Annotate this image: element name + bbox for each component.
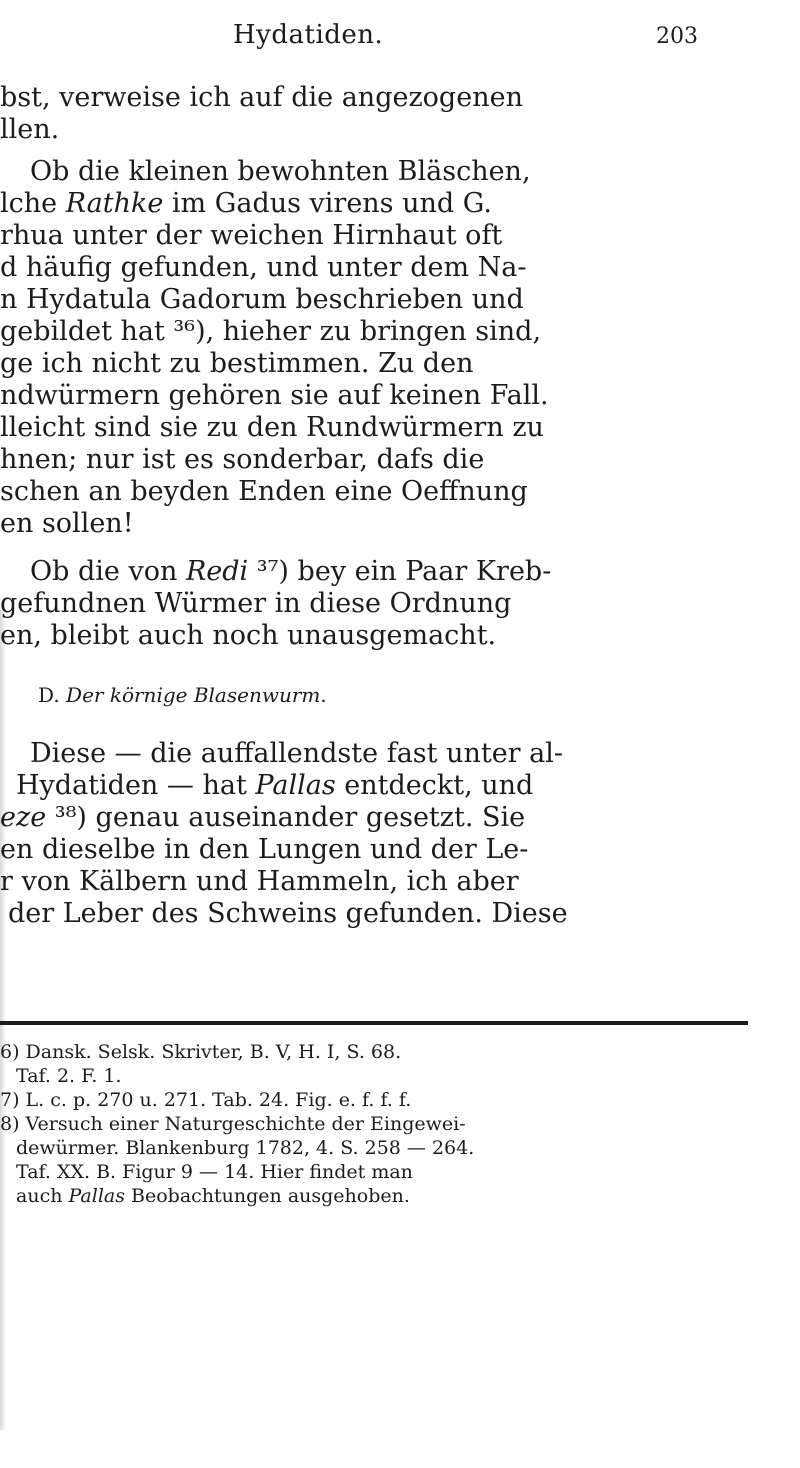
text-line: Ob die kleinen bewohnten Bläschen, <box>30 156 531 187</box>
text-line: hnen; nur ist es sonderbar, dafs die <box>0 444 485 475</box>
footnote-separator <box>0 1021 748 1025</box>
section-heading-title: Der körnige Blasenwurm. <box>66 683 327 707</box>
text-line: der Leber des Schweins gefunden. Diese <box>8 898 568 929</box>
footnote-line: 8) Versuch einer Naturgeschichte der Eingewei- <box>0 1113 466 1135</box>
text-line: n Hydatula Gadorum beschrieben und <box>0 284 524 315</box>
text-line: schen an beyden Enden eine Oeffnung <box>0 476 528 507</box>
text-line: d häufig gefunden, und unter dem Na- <box>0 252 527 283</box>
page-number: 203 <box>656 24 698 49</box>
text-line: ge ich nicht zu bestimmen. Zu den <box>0 348 474 379</box>
text-line: Ob die von Redi ³⁷) bey ein Paar Kreb- <box>30 556 552 587</box>
text-line: lche Rathke im Gadus virens und G. <box>0 188 492 219</box>
text-line: en dieselbe in den Lungen und der Le- <box>0 834 529 865</box>
footnote-line: dewürmer. Blankenburg 1782, 4. S. 258 — 264. <box>16 1137 475 1159</box>
text-line: r von Kälbern und Hammeln, ich aber <box>0 866 519 897</box>
text-line: Diese — die auffallendste fast unter al- <box>30 738 564 769</box>
section-heading <box>38 682 327 708</box>
text-line: gebildet hat ³⁶), hieher zu bringen sind, <box>0 316 542 347</box>
text-line: Hydatiden — hat Pallas entdeckt, und <box>16 770 534 801</box>
footnote-line: 6) Dansk. Selsk. Skrivter, B. V, H. I, S. 68. <box>0 1041 402 1063</box>
text-line: gefundnen Würmer in diese Ordnung <box>0 588 512 619</box>
footnote-line: auch Pallas Beobachtungen ausgehoben. <box>16 1185 410 1207</box>
footnote-line: 7) L. c. p. 270 u. 271. Tab. 24. Fig. e. f. f. f. <box>0 1089 412 1111</box>
text-line: llen. <box>0 114 60 145</box>
text-line: ndwürmern gehören sie auf keinen Fall. <box>0 380 549 411</box>
text-line: en sollen! <box>0 508 134 539</box>
text-line: lleicht sind sie zu den Rundwürmern zu <box>0 412 544 443</box>
text-line: en, bleibt auch noch unausgemacht. <box>0 620 497 651</box>
running-title: Hydatiden. <box>233 20 384 50</box>
text-line: eze ³⁸) genau auseinander gesetzt. Sie <box>0 802 526 833</box>
footnote-line: Taf. 2. F. 1. <box>16 1065 122 1087</box>
page-header <box>0 14 800 54</box>
text-line: bst, verweise ich auf die angezogenen <box>0 82 523 113</box>
section-heading-prefix: D. <box>38 683 60 707</box>
text-line: rhua unter der weichen Hirnhaut oft <box>0 220 503 251</box>
footnote-line: Taf. XX. B. Figur 9 — 14. Hier findet man <box>16 1161 413 1183</box>
page-gutter-shadow <box>0 610 6 1430</box>
